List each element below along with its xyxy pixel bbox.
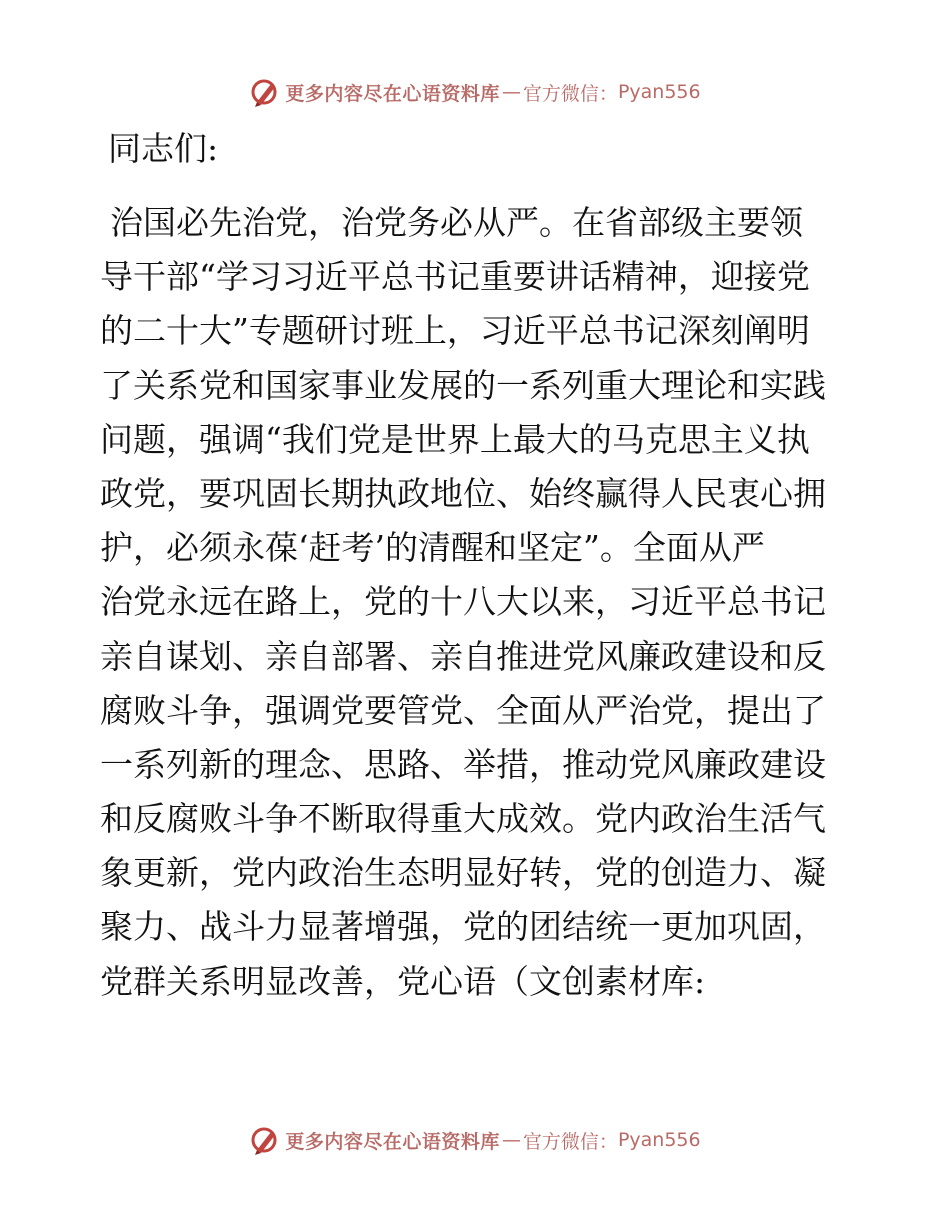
text-line: 象更新，党内政治生态明显好转，党的创造力、凝 <box>100 853 826 893</box>
banner-text: 更多内容尽在心语资料库 <box>285 1130 500 1153</box>
text-line: 腐败斗争，强调党要管党、全面从严治党，提出了 <box>100 690 826 730</box>
text-line: 了关系党和国家事业发展的一系列重大理论和实践 <box>100 365 826 405</box>
text-line: 护，必须永葆‘赶考’的清醒和坚定”。全面从严 <box>100 528 765 568</box>
text-line: 党群关系明显改善，党心语（文创素材库: <box>100 961 706 1001</box>
banner-dash: — <box>501 81 521 103</box>
text-line: 治国必先治党，治党务必从严。在省部级主要领 <box>110 203 803 242</box>
banner-wechat-id: Pyan556 <box>617 1129 701 1151</box>
text-line: 的二十大”专题研讨班上，习近平总书记深刻阐明 <box>100 311 810 351</box>
body-paragraph <box>100 196 850 1009</box>
banner-dash: — <box>501 1129 521 1151</box>
text-line: 政党，要巩固长期执政地位、始终赢得人民衷心拥 <box>100 473 826 513</box>
pen-logo-icon <box>249 76 281 108</box>
banner-wechat-label: 官方微信： <box>522 1130 618 1153</box>
banner-wechat-id: Pyan556 <box>617 81 701 103</box>
text-line: 亲自谋划、亲自部署、亲自推进党风廉政建设和反 <box>100 636 826 676</box>
header-banner <box>0 72 950 112</box>
banner-text: 更多内容尽在心语资料库 <box>285 82 500 105</box>
footer-banner <box>0 1120 950 1160</box>
text-line: 问题，强调“我们党是世界上最大的马克思主义执 <box>100 419 810 459</box>
text-line: 和反腐败斗争不断取得重大成效。党内政治生活气 <box>100 799 826 839</box>
salutation: 同志们: <box>108 129 219 168</box>
text-line: 聚力、战斗力显著增强，党的团结统一更加巩固， <box>100 907 826 947</box>
text-line: 治党永远在路上，党的十八大以来，习近平总书记 <box>100 582 826 622</box>
pen-logo-icon <box>249 1124 281 1156</box>
text-line: 一系列新的理念、思路、举措，推动党风廉政建设 <box>100 744 826 784</box>
banner-wechat-label: 官方微信： <box>522 82 618 105</box>
text-line: 导干部“学习习近平总书记重要讲话精神，迎接党 <box>100 257 810 297</box>
